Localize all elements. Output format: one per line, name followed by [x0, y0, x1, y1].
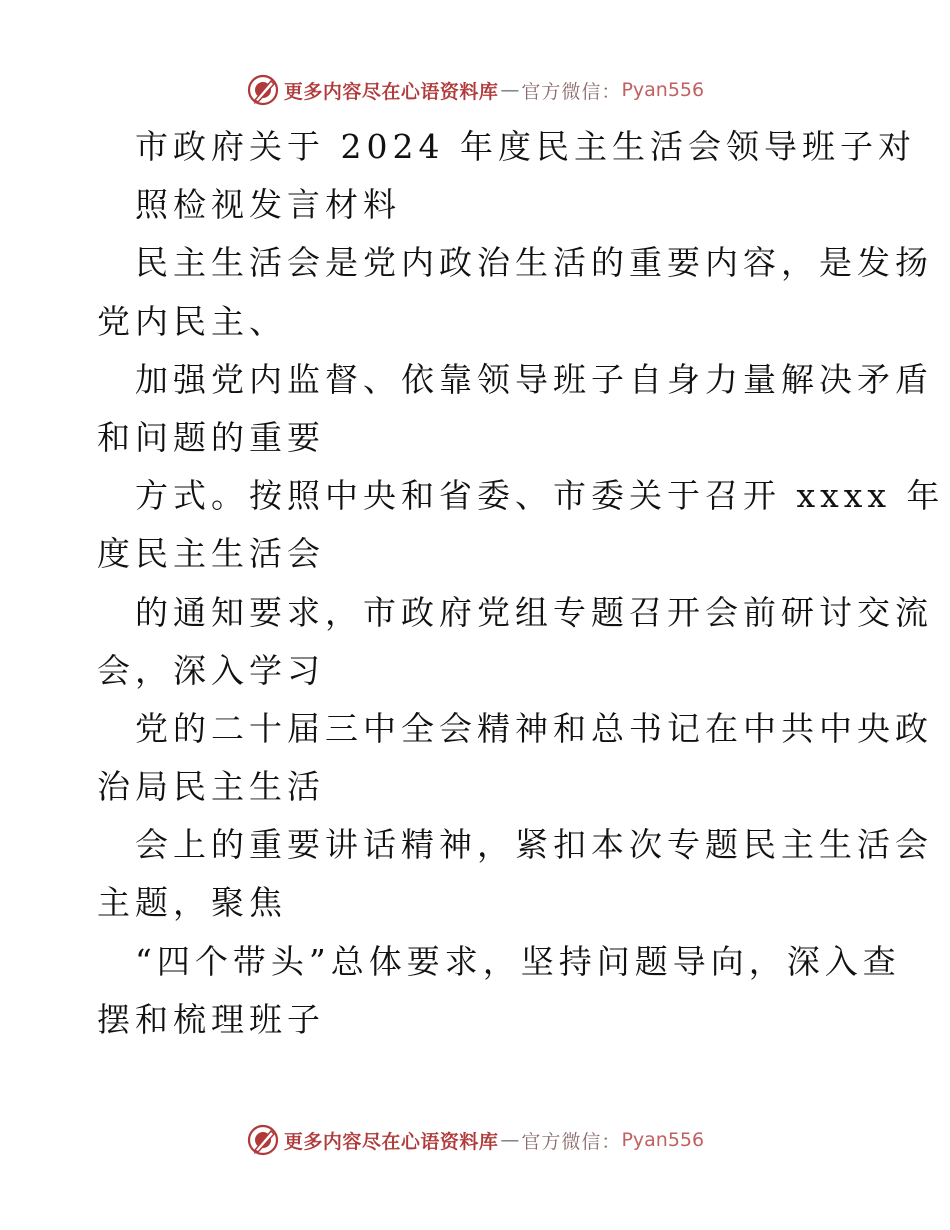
- watermark-handle: Pyan556: [621, 79, 705, 101]
- paragraph-line: “四个带头”总体要求，坚持问题导向，深入查: [135, 941, 901, 981]
- paragraph-line: 会，深入学习: [97, 650, 325, 690]
- pen-logo-icon: [246, 73, 280, 107]
- watermark-site-text: 更多内容尽在心语资料库: [283, 1130, 499, 1153]
- paragraph-line: 党的二十届三中全会精神和总书记在中共中央政: [135, 708, 933, 748]
- paragraph-line: 的通知要求，市政府党组专题召开会前研讨交流: [135, 592, 933, 632]
- title-line-1: 市政府关于 2024 年度民主生活会领导班子对: [135, 127, 916, 166]
- paragraph-line: 加强党内监督、依靠领导班子自身力量解决矛盾: [135, 359, 933, 399]
- watermark-handle: Pyan556: [621, 1129, 705, 1151]
- paragraph-line: 党内民主、: [97, 301, 287, 341]
- watermark-label: 官方微信：: [521, 1130, 622, 1153]
- watermark-site-text: 更多内容尽在心语资料库: [283, 80, 499, 103]
- paragraph-line: 主题，聚焦: [97, 883, 287, 923]
- paragraph-line: 摆和梳理班子: [97, 999, 325, 1039]
- paragraph-line: 和问题的重要: [97, 417, 325, 457]
- footer-watermark: [0, 1120, 950, 1160]
- watermark-dash: —: [500, 79, 520, 101]
- pen-logo-icon: [246, 1123, 280, 1157]
- title-line-2: 照检视发言材料: [135, 185, 401, 225]
- watermark-label: 官方微信：: [521, 80, 622, 103]
- document-body: [97, 118, 945, 1049]
- paragraph-line: 民主生活会是党内政治生活的重要内容，是发扬: [135, 243, 933, 283]
- paragraph-line: 度民主生活会: [97, 534, 325, 574]
- paragraph-line: 治局民主生活: [97, 767, 325, 807]
- header-watermark: [0, 70, 950, 110]
- paragraph-line: 会上的重要讲话精神，紧扣本次专题民主生活会: [135, 825, 933, 865]
- paragraph-line: 方式。按照中央和省委、市委关于召开 xxxx 年: [135, 476, 945, 516]
- watermark-dash: —: [500, 1129, 520, 1151]
